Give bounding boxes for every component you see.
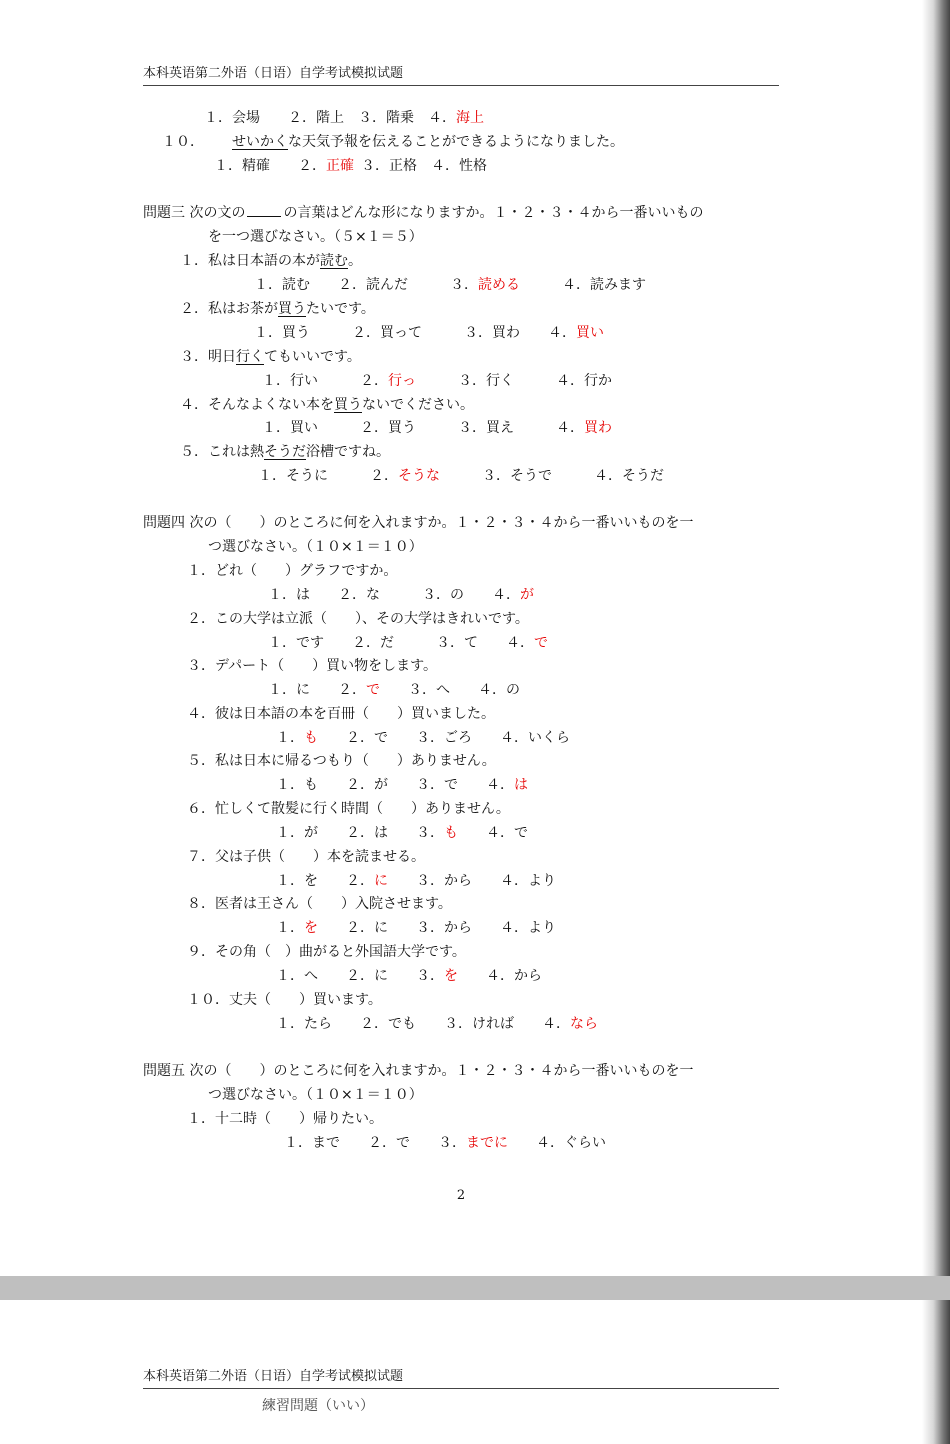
- answer-option: 行っ: [388, 373, 416, 389]
- viewer-edge-shadow: [922, 0, 950, 1276]
- question-number: １０．: [162, 134, 204, 150]
- section-title-mondai5: 問題五 次の（ ）のところに何を入れますか。１・２・３・４から一番いいものを一: [143, 1063, 694, 1079]
- answer-option: を: [304, 920, 318, 936]
- answer-option: を: [444, 968, 458, 984]
- question-text: １．十二時（ ）帰りたい。: [187, 1111, 383, 1127]
- answer-option: も: [304, 730, 318, 746]
- page-header: 本科英语第二外语（日语）自学考试模拟试题: [143, 1365, 779, 1389]
- answer-option: は: [514, 777, 528, 793]
- question-text: ２．私はお茶が買うたいです。: [180, 301, 375, 317]
- section-instructions: を一つ選びなさい。（５×１＝５）: [208, 229, 423, 245]
- viewer-edge-shadow: [922, 1300, 950, 1444]
- underlined-word: 買う: [334, 397, 362, 413]
- question-text: ８．医者は王さん（ ）入院させます。: [187, 896, 452, 912]
- section-instructions: つ選びなさい。（１０×１＝１０）: [208, 539, 423, 555]
- answer-option: 正確: [326, 158, 354, 174]
- answer-option: で: [366, 682, 380, 698]
- page-number: 2: [456, 1188, 466, 1203]
- question-options: １．が ２．は ３．も ４．で: [276, 825, 528, 841]
- question-10-options: [214, 156, 487, 176]
- question-options: １．そうに ２．そうな ３．そうで ４．そうだ: [258, 468, 664, 484]
- answer-option: 読める: [478, 277, 520, 293]
- question-options: １．へ ２．に ３．を ４．から: [276, 968, 542, 984]
- answer-option: 買い: [576, 325, 604, 341]
- question-10: [162, 132, 624, 152]
- question-options: １．も ２．で ３．ごろ ４．いくら: [276, 730, 570, 746]
- question-options: １．も ２．が ３．で ４．は: [276, 777, 528, 793]
- answer-option: そうな: [398, 468, 440, 484]
- answer-option: が: [520, 587, 534, 603]
- question-text: な天気予報を伝えることができるようになりました。: [288, 134, 624, 150]
- answer-option: 買わ: [584, 420, 612, 436]
- option: ２．階上: [288, 110, 344, 126]
- answer-option: に: [374, 873, 388, 889]
- option: １．精確: [214, 158, 270, 174]
- question-text: ９．その角（ ）曲がると外国語大学です。: [187, 944, 466, 960]
- section-instructions: つ選びなさい。（１０×１＝１０）: [208, 1087, 423, 1103]
- page-separator: [0, 1276, 950, 1300]
- cut-off-text: 練習問題（いい）: [262, 1398, 374, 1414]
- question-options: １．行い ２．行っ ３．行く ４．行か: [262, 373, 612, 389]
- question-options: １．たら ２．でも ３．ければ ４．なら: [276, 1016, 598, 1032]
- blank-line: [247, 204, 281, 217]
- section-title-mondai3: 問題三 次の文の の言葉はどんな形になりますか。１・２・３・４から一番いいもの: [143, 205, 704, 221]
- question-options: １．です ２．だ ３．て ４．で: [268, 635, 548, 651]
- prev-question-options: [204, 108, 484, 128]
- option: ４．性格: [431, 158, 487, 174]
- question-text: ６．忙しくて散髪に行く時間（ ）ありません。: [187, 801, 510, 817]
- page-header: 本科英语第二外语（日语）自学考试模拟试题: [143, 62, 779, 86]
- question-options: １．買い ２．買う ３．買え ４．買わ: [262, 420, 612, 436]
- question-options: １．買う ２．買って ３．買わ ４．買い: [254, 325, 604, 341]
- question-options: １．を ２．に ３．から ４．より: [276, 920, 556, 936]
- question-options: １．に ２．で ３．へ ４．の: [268, 682, 520, 698]
- underlined-word: 買う: [278, 301, 306, 317]
- answer-option: も: [444, 825, 458, 841]
- underlined-word: 行く: [236, 349, 264, 365]
- answer-option: で: [534, 635, 548, 651]
- question-text: ５．私は日本に帰るつもり（ ）ありません。: [187, 753, 496, 769]
- underlined-word: そうだ: [264, 444, 306, 460]
- option: ３．階乗: [358, 110, 414, 126]
- question-text: ３．明日行くてもいいです。: [180, 349, 361, 365]
- question-options: １．は ２．な ３．の ４．が: [268, 587, 534, 603]
- question-text: ４．彼は日本語の本を百冊（ ）買いました。: [187, 706, 495, 722]
- question-text: ５．これは熱そうだ浴槽ですね。: [180, 444, 390, 460]
- option: １．会場: [204, 110, 260, 126]
- option: ３．正格: [361, 158, 417, 174]
- question-text: １０．丈夫（ ）買います。: [187, 992, 382, 1008]
- question-options: １．まで ２．で ３．までに ４．ぐらい: [284, 1135, 606, 1151]
- question-text: ２．この大学は立派（ ）、その大学はきれいです。: [187, 611, 529, 627]
- question-text: １．どれ（ ）グラフですか。: [187, 563, 398, 579]
- question-options: １．読む ２．読んだ ３．読める ４．読みます: [254, 277, 646, 293]
- answer-option: 海上: [456, 110, 484, 126]
- option: ２．: [298, 158, 326, 174]
- option: ４．: [428, 110, 456, 126]
- question-text: ７．父は子供（ ）本を読ませる。: [187, 849, 425, 865]
- question-options: １．を ２．に ３．から ４．より: [276, 873, 556, 889]
- underlined-word: 読む: [320, 253, 348, 269]
- answer-option: までに: [466, 1135, 508, 1151]
- question-text: ４．そんなよくない本を買うないでください。: [180, 397, 474, 413]
- underlined-word: せいかく: [232, 134, 288, 150]
- section-title-mondai4: 問題四 次の（ ）のところに何を入れますか。１・２・３・４から一番いいものを一: [143, 515, 694, 531]
- document-page-3: [0, 1300, 922, 1444]
- question-text: ３．デパート（ ）買い物をします。: [187, 658, 438, 674]
- answer-option: なら: [570, 1016, 598, 1032]
- question-text: １．私は日本語の本が読む。: [180, 253, 362, 269]
